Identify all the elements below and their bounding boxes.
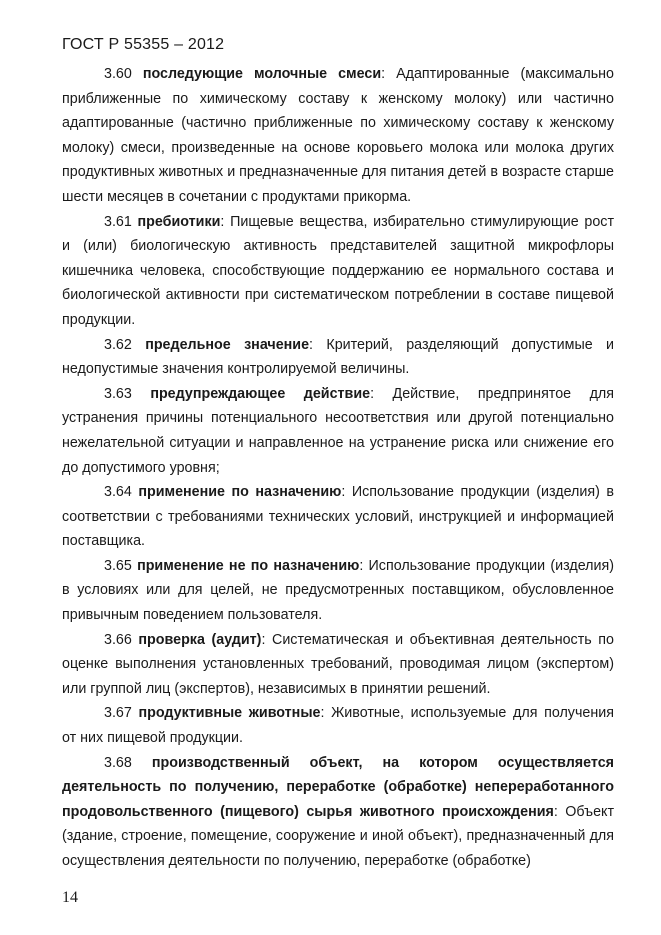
entry-number: 3.66	[104, 631, 132, 648]
entry-3-66	[62, 628, 614, 702]
entry-definition: : Адаптированные (максимально приближенные по химическому составу к женскому молоку) или частично адаптированные (частично приближенные по химическому составу к женскому молоку) смеси, произведенные на основе коровьего молока или молока других продуктивных животных и предназначенные для питания детей в возрасте старше шести месяцев в сочетании с продуктами прикорма.	[62, 66, 614, 205]
entry-3-63	[62, 382, 614, 480]
entry-term: применение по назначению	[138, 484, 342, 501]
entry-definition: : Критерий, разделяющий допустимые и недопустимые значения контролируемой величины.	[62, 336, 614, 378]
entry-number: 3.62	[104, 336, 132, 353]
entry-number: 3.64	[104, 484, 132, 501]
entry-term: предельное значение	[145, 336, 310, 353]
entry-number: 3.68	[104, 754, 132, 771]
entry-definition: : Объект (здание, строение, помещение, сооружение и иной объект), предназначенный для осуществления деятельности по получению, переработке (обработке)	[62, 803, 614, 869]
entry-term: проверка (аудит)	[138, 631, 262, 648]
entry-definition: : Использование продукции (изделия) в условиях или для целей, не предусмотренных поставщиком, обусловленное привычным поведением пользователя.	[62, 557, 614, 624]
entry-number: 3.65	[104, 557, 132, 574]
entry-3-62	[62, 333, 614, 382]
entry-number: 3.63	[104, 385, 132, 402]
document-header: ГОСТ Р 55355 – 2012	[62, 36, 225, 53]
entry-3-65	[62, 554, 614, 628]
document-body	[62, 62, 614, 874]
page-number: 14	[62, 889, 78, 906]
entry-number: 3.67	[104, 705, 132, 722]
entry-definition: : Использование продукции (изделия) в соответствии с требованиями технических условий, инструкцией и информацией поставщика.	[62, 484, 614, 550]
entry-term: предупреждающее действие	[150, 385, 371, 402]
entry-3-68	[62, 751, 614, 874]
entry-term: производственный объект, на котором осуществляется деятельность по получению, переработке (обработке) непереработанного продовольственного (пищевого) сырья животного происхождения	[62, 754, 614, 820]
entry-term: последующие молочные смеси	[142, 66, 382, 82]
entry-definition: : Систематическая и объективная деятельность по оценке выполнения установленных требований, проводимая лицом (экспертом) или группой лиц (экспертов), независимых в принятии решений.	[62, 631, 614, 697]
entry-3-67	[62, 701, 614, 750]
entry-3-61	[62, 210, 614, 333]
entry-definition: : Животные, используемые для получения от них пищевой продукции.	[62, 705, 614, 747]
entry-term: продуктивные животные	[138, 705, 321, 722]
entry-definition: : Действие, предпринятое для устранения причины потенциального несоответствия или другой потенциально нежелательной ситуации и направленное на устранение риска или снижение его до допустимого уровня;	[62, 385, 614, 476]
entry-number: 3.61	[104, 213, 132, 230]
entry-definition: : Пищевые вещества, избирательно стимулирующие рост и (или) биологическую активность представителей защитной микрофлоры кишечника человека, способствующие поддержанию ее нормального состава и биологической активности при систематическом потреблении в составе пищевой продукции.	[62, 213, 614, 328]
entry-3-64	[62, 480, 614, 554]
entry-term: применение не по назначению	[137, 557, 360, 574]
entry-3-60	[62, 62, 614, 210]
entry-term: пребиотики	[137, 213, 221, 230]
entry-number: 3.60	[104, 66, 132, 82]
